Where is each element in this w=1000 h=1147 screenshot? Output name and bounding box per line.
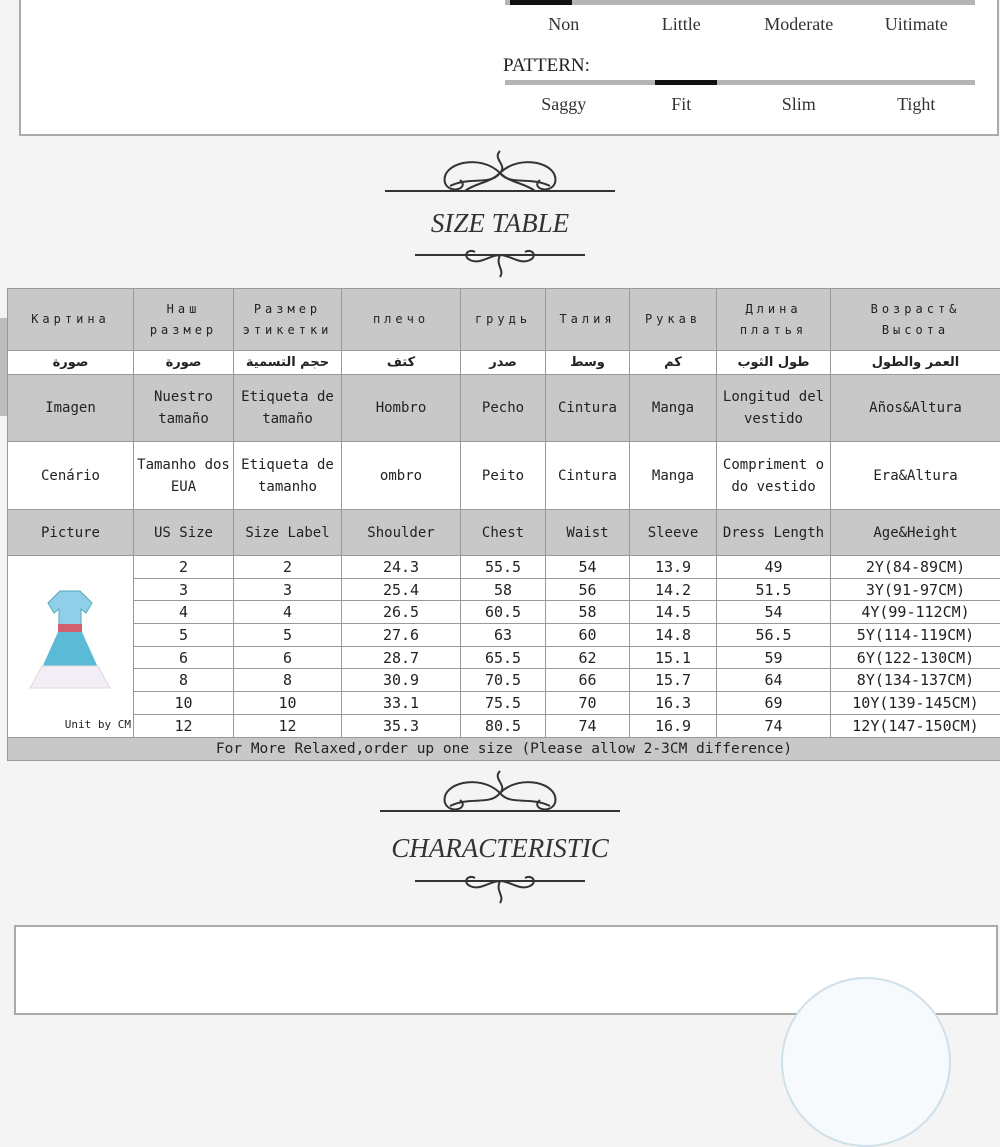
table-row xyxy=(8,692,1000,715)
header-cell: Cintura xyxy=(546,442,630,510)
header-cell: Nuestro tamaño xyxy=(134,375,234,442)
table-cell: 28.7 xyxy=(342,646,461,669)
header-cell: Рукав xyxy=(630,289,717,351)
elasticity-label: Moderate xyxy=(740,14,858,35)
header-cell: حجم التسمية xyxy=(234,351,342,375)
characteristic-title: CHARACTERISTIC xyxy=(0,833,1000,864)
header-cell: صورة xyxy=(8,351,134,375)
table-cell: 65.5 xyxy=(461,646,546,669)
characteristic-panel xyxy=(14,925,998,1015)
table-cell: 49 xyxy=(717,556,831,579)
ornament-icon xyxy=(375,766,625,826)
header-cell: Chest xyxy=(461,510,546,556)
table-cell: 59 xyxy=(717,646,831,669)
header-row-spanish xyxy=(8,375,1000,442)
header-cell: Талия xyxy=(546,289,630,351)
header-cell: Dress Length xyxy=(717,510,831,556)
header-cell: Tamanho dos EUA xyxy=(134,442,234,510)
table-cell: 24.3 xyxy=(342,556,461,579)
header-cell: Imagen xyxy=(8,375,134,442)
header-cell: Размер этикетки xyxy=(234,289,342,351)
header-cell: Длина платья xyxy=(717,289,831,351)
header-row-english xyxy=(8,510,1000,556)
table-row xyxy=(8,556,1000,579)
table-cell: 3 xyxy=(134,578,234,601)
header-cell: Manga xyxy=(630,442,717,510)
table-cell: 64 xyxy=(717,669,831,692)
table-cell: 12 xyxy=(134,714,234,737)
pattern-label: Slim xyxy=(740,94,858,115)
header-cell: طول الثوب xyxy=(717,351,831,375)
table-cell: 14.8 xyxy=(630,624,717,647)
table-cell: 56.5 xyxy=(717,624,831,647)
table-cell: 8 xyxy=(234,669,342,692)
pattern-marker xyxy=(655,80,717,85)
table-cell: 26.5 xyxy=(342,601,461,624)
table-cell: 10 xyxy=(134,692,234,715)
table-cell: 60 xyxy=(546,624,630,647)
table-cell: 16.3 xyxy=(630,692,717,715)
table-cell: 62 xyxy=(546,646,630,669)
table-cell: 30.9 xyxy=(342,669,461,692)
table-cell: 70.5 xyxy=(461,669,546,692)
table-cell: 75.5 xyxy=(461,692,546,715)
elasticity-label: Uitimate xyxy=(858,14,976,35)
table-cell: 16.9 xyxy=(630,714,717,737)
table-cell: 74 xyxy=(546,714,630,737)
table-cell: 51.5 xyxy=(717,578,831,601)
header-cell: Etiqueta de tamaño xyxy=(234,375,342,442)
table-cell: 58 xyxy=(546,601,630,624)
header-cell: وسط xyxy=(546,351,630,375)
table-cell: 12 xyxy=(234,714,342,737)
table-cell: 27.6 xyxy=(342,624,461,647)
table-cell: 10 xyxy=(234,692,342,715)
header-cell: Etiqueta de tamanho xyxy=(234,442,342,510)
header-cell: Возраст& Высота xyxy=(831,289,1000,351)
table-cell: 13.9 xyxy=(630,556,717,579)
footer-note: For More Relaxed,order up one size (Please allow 2-3CM difference) xyxy=(8,737,1000,760)
header-cell: Shoulder xyxy=(342,510,461,556)
table-cell: 58 xyxy=(461,578,546,601)
ornament-icon xyxy=(380,146,620,206)
table-cell: 54 xyxy=(546,556,630,579)
table-row xyxy=(8,646,1000,669)
table-cell: 8Y(134-137CM) xyxy=(831,669,1000,692)
table-cell: 35.3 xyxy=(342,714,461,737)
table-cell: 74 xyxy=(717,714,831,737)
dress-picture xyxy=(8,556,134,738)
table-cell: 60.5 xyxy=(461,601,546,624)
header-cell: Picture xyxy=(8,510,134,556)
header-cell: Hombro xyxy=(342,375,461,442)
header-cell: Waist xyxy=(546,510,630,556)
table-cell: 15.1 xyxy=(630,646,717,669)
table-cell: 69 xyxy=(717,692,831,715)
header-cell: Pecho xyxy=(461,375,546,442)
table-cell: 80.5 xyxy=(461,714,546,737)
header-cell: US Size xyxy=(134,510,234,556)
table-cell: 2Y(84-89CM) xyxy=(831,556,1000,579)
pattern-title: PATTERN: xyxy=(503,55,590,77)
pattern-label: Tight xyxy=(858,94,976,115)
table-cell: 2 xyxy=(234,556,342,579)
table-row xyxy=(8,624,1000,647)
header-cell: صدر xyxy=(461,351,546,375)
header-cell: صورة xyxy=(134,351,234,375)
header-cell: Age&Height xyxy=(831,510,1000,556)
table-row xyxy=(8,578,1000,601)
header-cell: العمر والطول xyxy=(831,351,1000,375)
table-cell: 5 xyxy=(234,624,342,647)
table-cell: 56 xyxy=(546,578,630,601)
table-cell: 4Y(99-112CM) xyxy=(831,601,1000,624)
pattern-label: Saggy xyxy=(505,94,623,115)
table-cell: 54 xyxy=(717,601,831,624)
table-cell: 6Y(122-130CM) xyxy=(831,646,1000,669)
ornament-icon xyxy=(410,866,590,906)
size-table-title: SIZE TABLE xyxy=(0,208,1000,239)
header-cell: Cenário xyxy=(8,442,134,510)
table-cell: 8 xyxy=(134,669,234,692)
table-cell: 10Y(139-145CM) xyxy=(831,692,1000,715)
table-cell: 3Y(91-97CM) xyxy=(831,578,1000,601)
header-cell: Sleeve xyxy=(630,510,717,556)
table-cell: 12Y(147-150CM) xyxy=(831,714,1000,737)
pattern-label: Fit xyxy=(623,94,741,115)
header-cell: Manga xyxy=(630,375,717,442)
header-cell: Longitud del vestido xyxy=(717,375,831,442)
table-cell: 33.1 xyxy=(342,692,461,715)
table-cell: 6 xyxy=(134,646,234,669)
table-cell: 6 xyxy=(234,646,342,669)
header-cell: Картина xyxy=(8,289,134,351)
table-row xyxy=(8,714,1000,737)
product-detail-image xyxy=(781,977,951,1147)
header-cell: Cintura xyxy=(546,375,630,442)
size-table xyxy=(7,288,1000,761)
header-cell: كم xyxy=(630,351,717,375)
elasticity-marker xyxy=(510,0,572,5)
header-row-russian xyxy=(8,289,1000,351)
table-cell: 66 xyxy=(546,669,630,692)
header-cell: Peito xyxy=(461,442,546,510)
table-cell: 3 xyxy=(234,578,342,601)
table-row xyxy=(8,669,1000,692)
table-cell: 5 xyxy=(134,624,234,647)
header-cell: ombro xyxy=(342,442,461,510)
table-cell: 70 xyxy=(546,692,630,715)
header-cell: Era&Altura xyxy=(831,442,1000,510)
table-cell: 14.5 xyxy=(630,601,717,624)
header-cell: плечо xyxy=(342,289,461,351)
elasticity-label: Little xyxy=(623,14,741,35)
header-cell: Compriment o do vestido xyxy=(717,442,831,510)
dress-image xyxy=(20,586,120,696)
table-row xyxy=(8,601,1000,624)
header-cell: грудь xyxy=(461,289,546,351)
table-cell: 25.4 xyxy=(342,578,461,601)
table-cell: 2 xyxy=(134,556,234,579)
header-cell: Наш размер xyxy=(134,289,234,351)
header-row-portuguese xyxy=(8,442,1000,510)
unit-note: Unit by CM xyxy=(65,715,131,735)
header-row-arabic xyxy=(8,351,1000,375)
table-cell: 55.5 xyxy=(461,556,546,579)
table-cell: 15.7 xyxy=(630,669,717,692)
table-cell: 5Y(114-119CM) xyxy=(831,624,1000,647)
table-cell: 4 xyxy=(134,601,234,624)
header-cell: Size Label xyxy=(234,510,342,556)
table-cell: 4 xyxy=(234,601,342,624)
elasticity-label: Non xyxy=(505,14,623,35)
table-cell: 14.2 xyxy=(630,578,717,601)
ornament-icon xyxy=(410,240,590,280)
header-cell: كتف xyxy=(342,351,461,375)
header-cell: Años&Altura xyxy=(831,375,1000,442)
table-cell: 63 xyxy=(461,624,546,647)
